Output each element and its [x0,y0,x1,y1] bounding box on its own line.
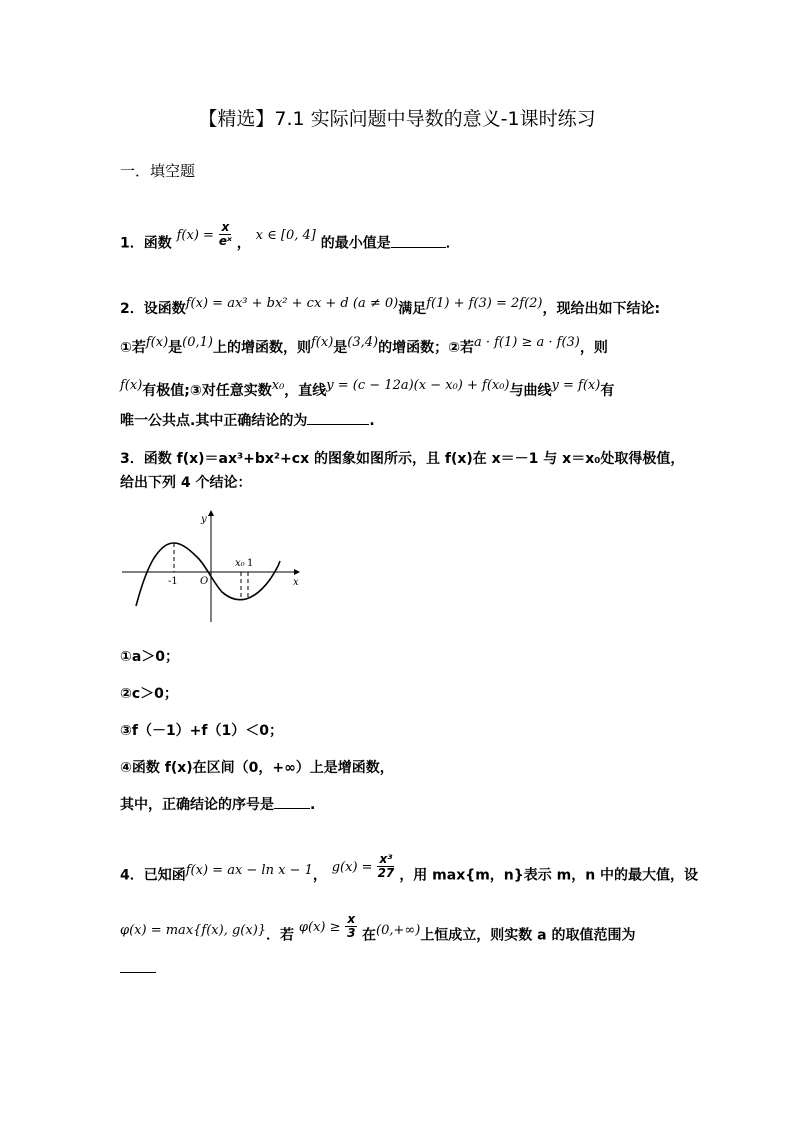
question-2-line-2: ①若f(x)是(0,1)上的增函数，则f(x)是(3,4)的增函数；②若a · f(1) ≥ a · f(3)，则 [120,335,608,356]
q1-answer-blank[interactable] [391,233,446,248]
question-2-line-3: f(x)有极值;③对任意实数x₀，直线y = (c − 12a)(x − x₀) + f(x₀)与曲线y = f(x)有 [120,378,615,399]
q1-text-a: 函数 [143,235,172,252]
q3-answer-blank[interactable] [274,794,310,809]
cubic-curve [136,543,280,606]
q3-option-2: ②c＞0； [120,686,178,702]
question-1: 1．函数 f(x) = $\frac{x}{\text{eˣ}}$ ， x ∈ [0, 4] 的最小值是 ． [120,220,460,252]
question-4-line-1: 4．已知函f(x) = ax − ln x − 1， g(x) = $\frac{\text{x³}}{27}$ ，用 max{m，n}表示 m，n 中的最大值，设 [120,852,699,884]
q1-domain: x ∈ [0, 4] [255,227,316,243]
function-graph [118,506,308,626]
q1-number: 1． [120,235,144,252]
question-2-line-1: 2．设函数f(x) = ax³ + bx² + cx + d (a ≠ 0)满足f(1) + f(3) = 2f(2)，现给出如下结论: [120,296,661,317]
q1-text-b: 的最小值是 [320,235,391,252]
origin-label: O [200,576,209,587]
q2-answer-blank[interactable] [307,410,369,425]
question-3-line-1: 3．函数 f(x)＝ax³+bx²+cx 的图象如图所示，且 f(x)在 x＝－1 与 x＝x₀处取得极值， [120,451,685,467]
x-axis-label: x [293,577,299,588]
question-4-line-3 [120,958,680,980]
y-axis-arrow [208,510,214,516]
page-title: 【精选】7.1 实际问题中导数的意义-1课时练习 [198,108,596,130]
q3-option-1: ①a＞0； [120,649,180,665]
tick-label-neg1: -1 [168,576,178,587]
tick-label-1: 1 [247,558,254,569]
question-2-line-4: 唯一公共点.其中正确结论的为 . [120,410,680,432]
q3-answer-line: 其中，正确结论的序号是 . [120,794,680,816]
q4-answer-blank[interactable] [120,958,156,973]
q3-option-3: ③f（－1）+f（1）＜0； [120,723,283,739]
question-3-line-2: 给出下列 4 个结论： [120,475,252,491]
question-4-line-2: φ(x) = max{f(x), g(x)}．若 φ(x) ≥ $\frac{x}{3}$ 在(0,+∞)上恒成立，则实数 a 的取值范围为 [120,912,636,944]
y-axis-label: y [201,514,207,525]
q3-option-4: ④函数 f(x)在区间（0，+∞）上是增函数， [120,760,394,776]
q2-function: f(x) = ax³ + bx² + cx + d (a ≠ 0) [185,296,399,311]
tick-label-x0: x₀ [235,558,245,569]
x-axis-arrow [294,569,300,575]
section-heading: 一．填空题 [120,162,196,180]
q1-formula: f(x) = $\frac{x}{\text{eˣ}}$ [176,220,232,248]
